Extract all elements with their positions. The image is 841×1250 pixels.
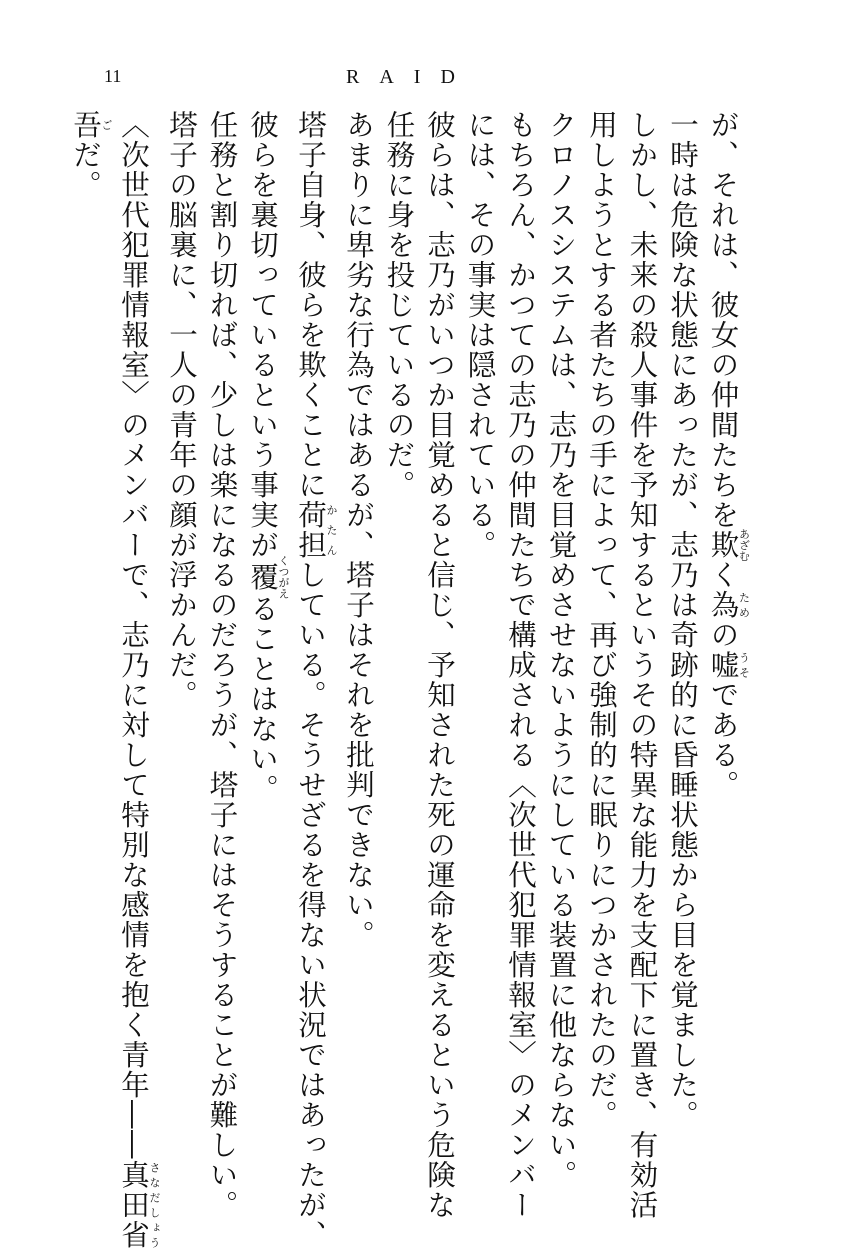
ruby-sanada-sho: 真田省さなだしょう [117, 1160, 161, 1250]
text-line: 塔子自身、彼らを欺くことに荷担かたんしている。そうせざるを得ない状況ではあったが、 [294, 110, 338, 1250]
ruby-uso: 嘘うそ [706, 650, 751, 680]
text-line: 〈次世代犯罪情報室〉のメンバーで、志乃に対して特別な感情を抱く青年――真田省さなだしょう [117, 110, 161, 1250]
text-line: 吾ごだ。 [69, 110, 113, 200]
text-line: あまりに卑劣な行為ではあるが、塔子はそれを批判できない。 [342, 110, 375, 950]
body-text [69, 110, 751, 1250]
ruby-katan: 荷担かたん [294, 500, 338, 560]
text-line: もちろん、かつての志乃の仲間たちで構成される〈次世代犯罪情報室〉のメンバー [504, 110, 537, 1220]
ruby-azamuku: 欺あざむ [706, 528, 751, 562]
text-line: 任務に身を投じているのだ。 [382, 110, 416, 500]
text-line: しかし、未来の殺人事件を予知するというその特異な能力を支配下に置き、有効活 [625, 110, 659, 1220]
page-number: 11 [104, 66, 122, 86]
ruby-kutsugae: 覆くつがえ [246, 555, 290, 599]
text-line: 一時は危険な状態にあったが、志乃は奇跡的に昏睡状態から目を覚ました。 [666, 110, 699, 1130]
text-line: 用しようとする者たちの手によって、再び強制的に眠りにつかされたのだ。 [585, 110, 618, 1130]
running-title: RAID [346, 66, 475, 88]
text-line: 彼らは、志乃がいつか目覚めると信じ、予知された死の運命を変えるという危険な [423, 110, 456, 1220]
text-line: 彼らを裏切っているという事実が覆くつがえることはない。 [246, 110, 290, 804]
text-line: 塔子の脳裏に、一人の青年の顔が浮かんだ。 [165, 110, 198, 710]
ruby-go: 吾ご [69, 110, 113, 140]
text-line: が、それは、彼女の仲間たちを欺あざむく為ための嘘うそである。 [706, 110, 751, 800]
ruby-tame: 為ため [706, 590, 751, 620]
text-line: には、その事実は隠されている。 [463, 110, 497, 560]
text-line: クロノスシステムは、志乃を目覚めさせないようにしている装置に他ならない。 [544, 110, 578, 1190]
text-line: 任務と割り切れば、少しは楽になるのだろうが、塔子にはそうすることが難しい。 [205, 110, 239, 1220]
